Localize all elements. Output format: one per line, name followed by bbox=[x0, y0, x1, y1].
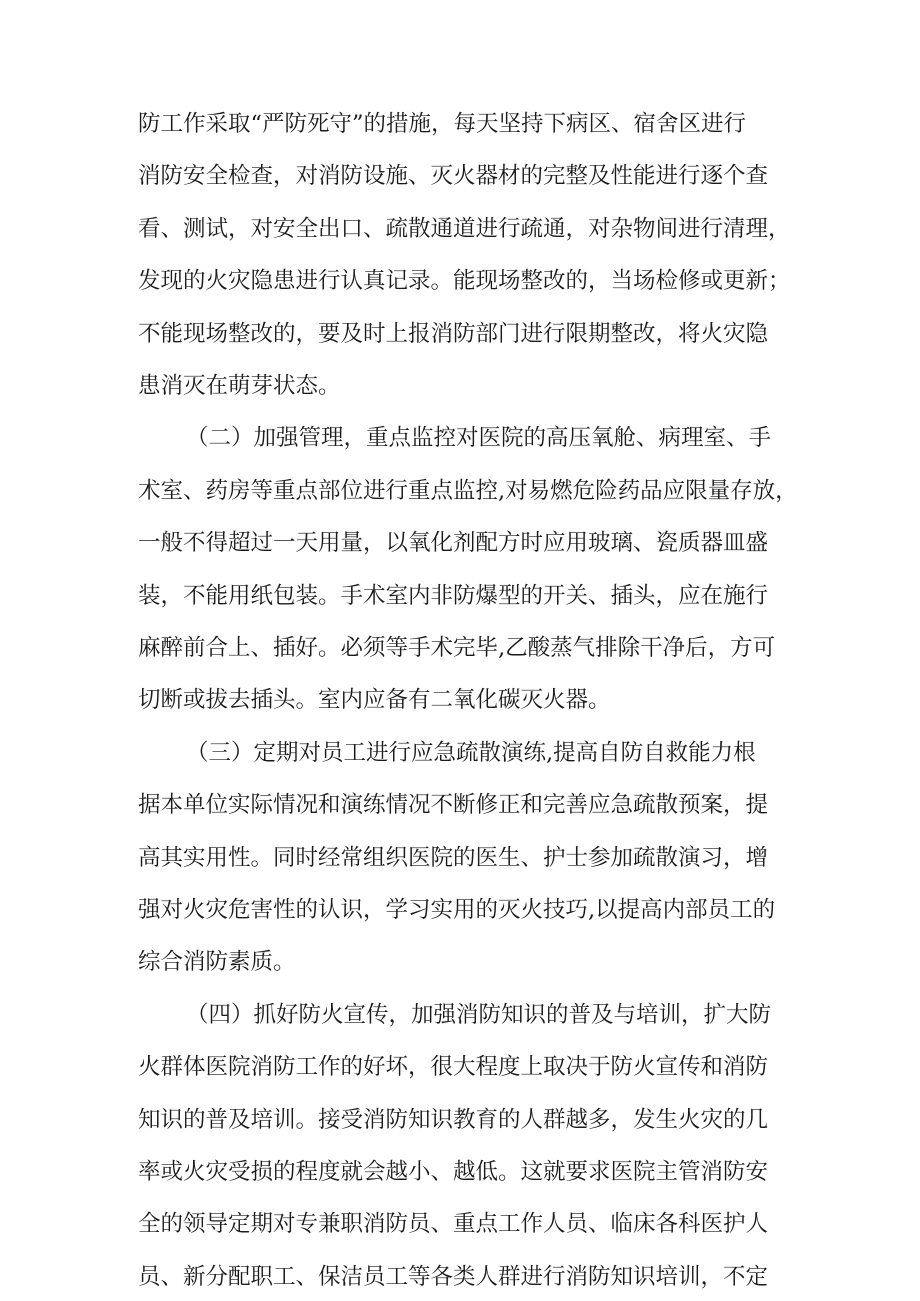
paragraph-4-line-1: （四）抓好防火宣传，加强消防知识的普及与培训，扩大防 bbox=[186, 1002, 772, 1028]
paragraph-3-line-1: （三）定期对员工进行应急疏散演练,提高自防自救能力根 bbox=[186, 740, 756, 766]
paragraph-2-line-2: 术室、药房等重点部位进行重点监控,对易燃危险药品应限量存放， bbox=[138, 478, 798, 504]
paragraph-3-line-3: 高其实用性。同时经常组织医院的医生、护士参加疏散演习，增 bbox=[138, 845, 769, 871]
paragraph-1-line-5: 不能现场整改的，要及时上报消防部门进行限期整改，将火灾隐 bbox=[138, 321, 769, 347]
paragraph-2-line-3: 一般不得超过一天用量，以氧化剂配方时应用玻璃、瓷质器皿盛 bbox=[138, 530, 769, 556]
paragraph-4-line-4: 率或火灾受损的程度就会越小、越低。这就要求医院主管消防安 bbox=[138, 1159, 769, 1185]
paragraph-3-line-4: 强对火灾危害性的认识，学习实用的灭火技巧,以提高内部员工的 bbox=[138, 897, 776, 923]
paragraph-3-line-2: 据本单位实际情况和演练情况不断修正和完善应急疏散预案，提 bbox=[138, 792, 769, 818]
paragraph-1-line-4: 发现的火灾隐患进行认真记录。能现场整改的，当场检修或更新； bbox=[138, 268, 791, 294]
paragraph-1-line-2: 消防安全检查，对消防设施、灭火器材的完整及性能进行逐个查 bbox=[138, 163, 769, 189]
paragraph-1-line-1: 防工作采取“严防死守”的措施，每天坚持下病区、宿舍区进行 bbox=[138, 111, 747, 137]
paragraph-1-line-3: 看、测试，对安全出口、疏散通道进行疏通，对杂物间进行清理， bbox=[138, 216, 791, 242]
paragraph-4-line-3: 知识的普及培训。接受消防知识教育的人群越多，发生火灾的几 bbox=[138, 1107, 769, 1133]
paragraph-4-line-6: 员、新分配职工、保洁员工等各类人群进行消防知识培训，不定 bbox=[138, 1264, 769, 1290]
paragraph-4-line-5: 全的领导定期对专兼职消防员、重点工作人员、临床各科医护人 bbox=[138, 1211, 769, 1237]
paragraph-4-line-2: 火群体医院消防工作的好坏，很大程度上取决于防火宣传和消防 bbox=[138, 1054, 769, 1080]
paragraph-3-line-5: 综合消防素质。 bbox=[138, 949, 296, 975]
paragraph-1-line-6: 患消灭在萌芽状态。 bbox=[138, 373, 341, 399]
paragraph-2-line-4: 装，不能用纸包装。手术室内非防爆型的开关、插头，应在施行 bbox=[138, 583, 769, 609]
paragraph-2-line-5: 麻醉前合上、插好。必须等手术完毕,乙酸蒸气排除干净后，方可 bbox=[138, 635, 776, 661]
paragraph-2-line-6: 切断或拔去插头。室内应备有二氧化碳灭火器。 bbox=[138, 687, 611, 713]
paragraph-2-line-1: （二）加强管理，重点监控对医院的高压氧舱、病理室、手 bbox=[186, 425, 772, 451]
